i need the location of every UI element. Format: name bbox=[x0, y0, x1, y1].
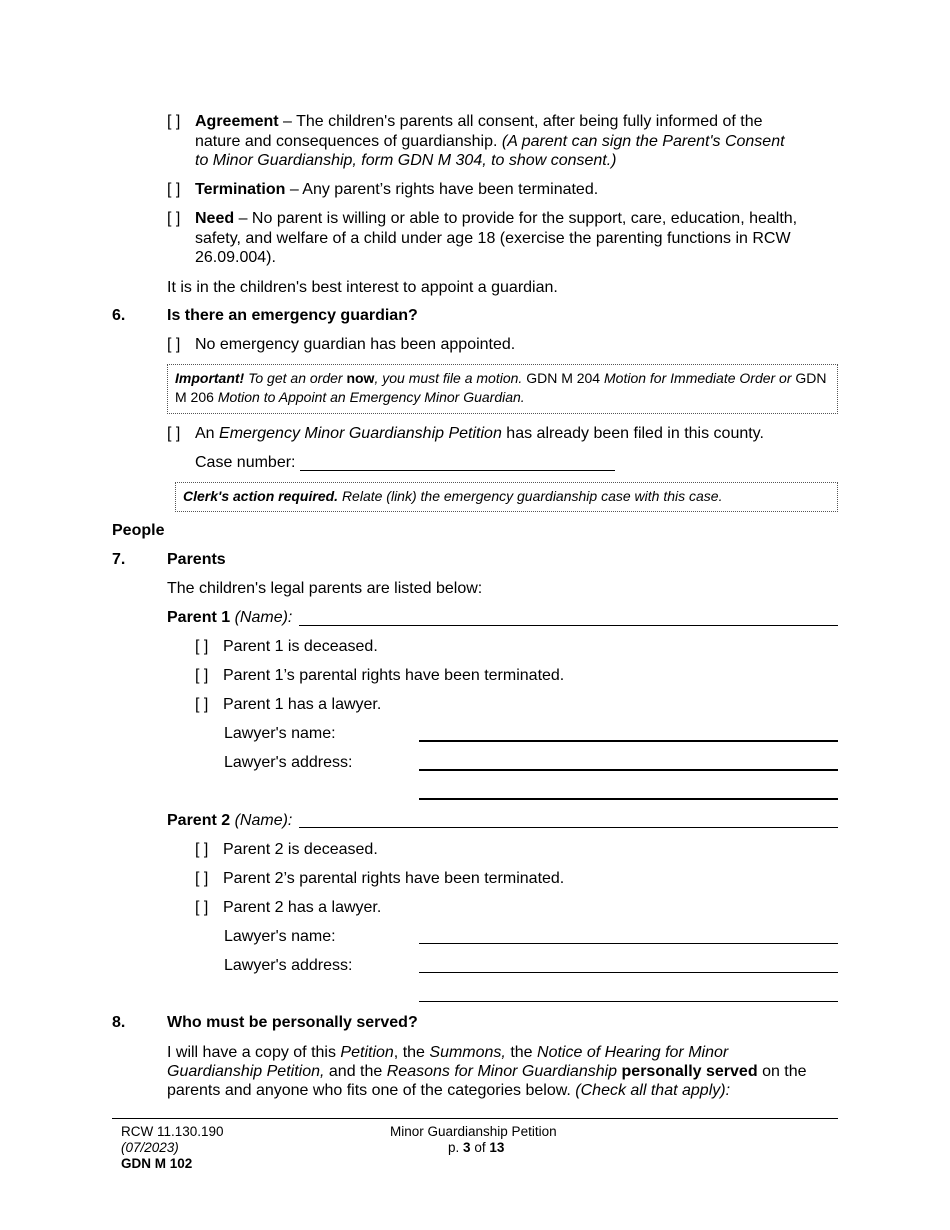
footer-rcw: RCW 11.130.190 bbox=[121, 1124, 224, 1139]
important-note: Important! To get an order now, you must file a motion. GDN M 204 Motion for Immediate Order or GDN M 206 Motion to Appoint an Emergency Minor Guardian. bbox=[167, 364, 838, 414]
clerk-note: Clerk's action required. Relate (link) the emergency guardianship case with this case. bbox=[175, 482, 838, 512]
footer-form-number: GDN M 102 bbox=[121, 1156, 193, 1171]
no-emergency-guardian-option: [ ] No emergency guardian has been appointed. bbox=[167, 336, 516, 353]
checkbox[interactable]: [ ] bbox=[167, 181, 181, 198]
parent-1-deceased-option: [ ] Parent 1 is deceased. bbox=[195, 638, 378, 655]
parent-2-label: Parent 2 (Name): bbox=[167, 812, 293, 829]
parent-1-lawyer-address-field[interactable] bbox=[419, 769, 838, 771]
checkbox[interactable]: [ ] bbox=[167, 210, 181, 227]
checkbox[interactable]: [ ] bbox=[195, 638, 209, 655]
section-8-paragraph-line-3: parents and anyone who fits one of the categories below. (Check all that apply): bbox=[167, 1082, 731, 1099]
parent-2-lawyer-address-field[interactable] bbox=[419, 972, 838, 973]
termination-option: [ ] Termination – Any parent’s rights have been terminated. bbox=[167, 181, 599, 198]
section-6-number: 6. bbox=[112, 307, 126, 324]
checkbox[interactable]: [ ] bbox=[195, 667, 209, 684]
parent-2-name-field[interactable] bbox=[299, 827, 838, 828]
agreement-option: [ ] Agreement – The children's parents all consent, after being fully informed of the bbox=[167, 113, 763, 130]
parent-1-lawyer-option: [ ] Parent 1 has a lawyer. bbox=[195, 696, 382, 713]
parent-1-label: Parent 1 (Name): bbox=[167, 609, 293, 626]
parent-2-lawyer-address-label: Lawyer's address: bbox=[224, 957, 353, 974]
parent-2-terminated-option: [ ] Parent 2’s parental rights have been terminated. bbox=[195, 870, 565, 887]
parent-1-lawyer-address-field-2[interactable] bbox=[419, 798, 838, 800]
case-number-field[interactable] bbox=[300, 470, 615, 471]
section-7-number: 7. bbox=[112, 551, 126, 568]
agreement-title: Agreement bbox=[195, 113, 279, 130]
parent-1-lawyer-name-field[interactable] bbox=[419, 740, 838, 742]
section-8-paragraph-line-2: Guardianship Petition, and the Reasons for Minor Guardianship personally served on the bbox=[167, 1063, 807, 1080]
best-interest-text: It is in the children's best interest to appoint a guardian. bbox=[167, 279, 558, 296]
footer-title: Minor Guardianship Petition bbox=[390, 1124, 557, 1139]
parent-1-lawyer-name-label: Lawyer's name: bbox=[224, 725, 336, 742]
footer-date: (07/2023) bbox=[121, 1140, 179, 1155]
checkbox[interactable]: [ ] bbox=[195, 870, 209, 887]
parent-2-lawyer-name-field[interactable] bbox=[419, 943, 838, 944]
parent-1-lawyer-address-label: Lawyer's address: bbox=[224, 754, 353, 771]
footer-divider bbox=[112, 1118, 838, 1119]
checkbox[interactable]: [ ] bbox=[195, 841, 209, 858]
section-7-heading: Parents bbox=[167, 551, 226, 568]
people-heading: People bbox=[112, 522, 165, 539]
parent-2-lawyer-name-label: Lawyer's name: bbox=[224, 928, 336, 945]
checkbox[interactable]: [ ] bbox=[167, 425, 181, 442]
parent-2-lawyer-option: [ ] Parent 2 has a lawyer. bbox=[195, 899, 382, 916]
need-option: [ ] Need – No parent is willing or able to provide for the support, care, education, health, bbox=[167, 210, 798, 227]
case-number-label: Case number: bbox=[195, 454, 296, 471]
parents-intro: The children's legal parents are listed below: bbox=[167, 580, 483, 597]
section-8-paragraph-line-1: I will have a copy of this Petition, the Summons, the Notice of Hearing for Minor bbox=[167, 1044, 729, 1061]
checkbox[interactable]: [ ] bbox=[195, 899, 209, 916]
parent-2-deceased-option: [ ] Parent 2 is deceased. bbox=[195, 841, 378, 858]
section-6-heading: Is there an emergency guardian? bbox=[167, 307, 418, 324]
parent-2-lawyer-address-field-2[interactable] bbox=[419, 1001, 838, 1002]
footer-page-number: p. 3 of 13 bbox=[448, 1140, 505, 1155]
parent-1-terminated-option: [ ] Parent 1’s parental rights have been terminated. bbox=[195, 667, 565, 684]
parent-1-name-field[interactable] bbox=[299, 625, 838, 626]
section-8-number: 8. bbox=[112, 1014, 126, 1031]
section-8-heading: Who must be personally served? bbox=[167, 1014, 418, 1031]
checkbox[interactable]: [ ] bbox=[167, 113, 181, 130]
emergency-petition-filed-option: [ ] An Emergency Minor Guardianship Petition has already been filed in this county. bbox=[167, 425, 764, 442]
checkbox[interactable]: [ ] bbox=[195, 696, 209, 713]
checkbox[interactable]: [ ] bbox=[167, 336, 181, 353]
